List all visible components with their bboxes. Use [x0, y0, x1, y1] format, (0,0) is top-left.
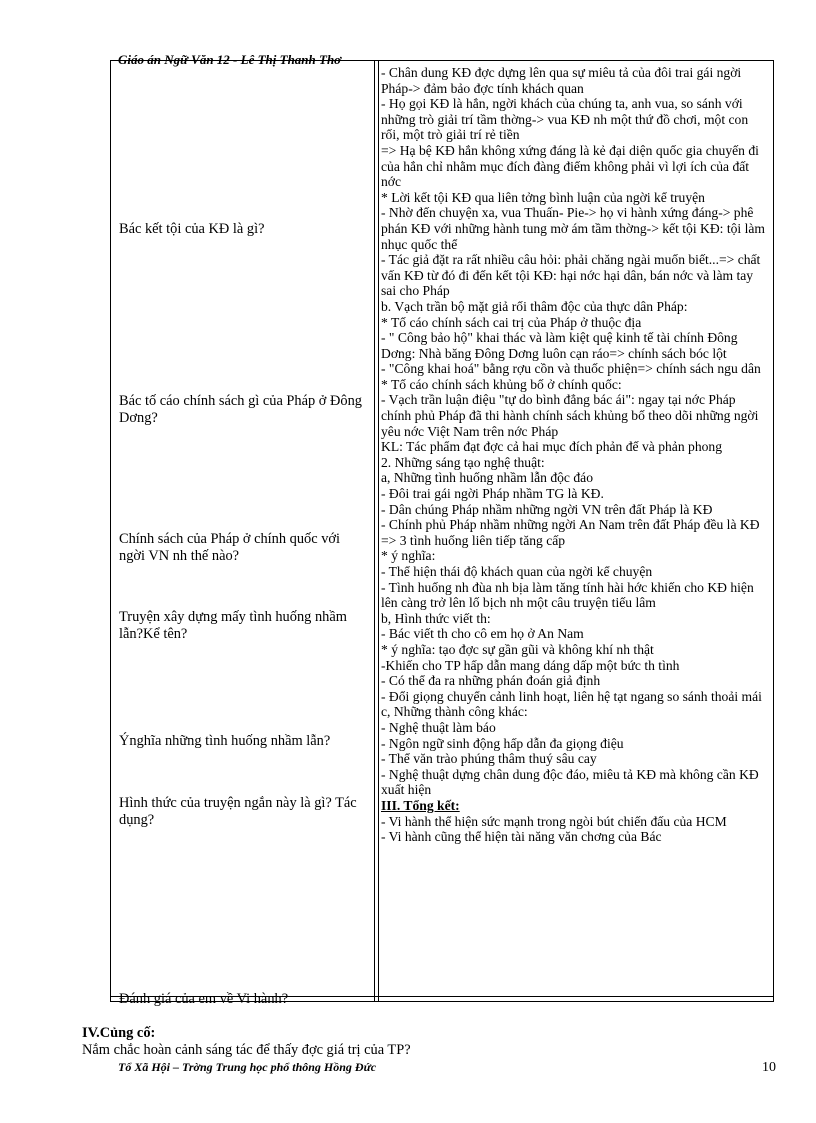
content-line: * ý nghĩa:	[381, 548, 436, 564]
content-line: - Tình huống nh đùa nh bịa làm tăng tính hài hớc khiến cho KĐ hiện lên càng trở lên lố bịch nh một câu truyện tiếu lâm	[381, 579, 758, 611]
content-line: - Nhờ đến chuyện xa, vua Thuấn- Pie-> họ vi hành xứng đáng-> phê phán KĐ với những hành tung mờ ám tầm thờng-> kết tội KĐ: tội làm nhục quốc thể	[381, 205, 769, 252]
content-line: - Chính phủ Pháp nhầm những ngời An Nam trên đất Pháp đều là KĐ	[381, 517, 760, 533]
content-line: * Tố cáo chính sách khủng bố ở chính quốc:	[381, 376, 622, 392]
content-line: - Chân dung KĐ đợc dựng lên qua sự miêu tả của đôi trai gái ngời Pháp-> đảm bảo đợc tính khách quan	[381, 65, 745, 96]
content-line: - " Công bảo hộ" khai thác và làm kiệt quệ kinh tế tài chính Đông Dơng: Nhà băng Đông Dơng luôn cạn ráo=> chính sách bóc lột	[381, 330, 741, 361]
content-line: a, Những tình huống nhầm lẫn độc đáo	[381, 470, 593, 486]
column-divider	[374, 61, 375, 1001]
content-line: - Thể hiện thái độ khách quan của ngời kể chuyện	[381, 564, 653, 579]
content-line: * ý nghĩa: tạo đợc sự gần gũi và không khí nh thật	[381, 641, 654, 657]
question: Ýnghĩa những tình huống nhầm lẫn?	[119, 733, 331, 749]
content-line: KL: Tác phẩm đạt đợc cả hai mục đích phản đế và phản phong	[381, 439, 723, 455]
content-line: * Tố cáo chính sách cai trị của Pháp ở thuộc địa	[381, 314, 642, 330]
content-line: - Nghệ thuật làm báo	[381, 719, 496, 735]
question: Hình thức của truyện ngắn này là gì? Tác dụng?	[119, 795, 357, 828]
content-line: => 3 tình huống liên tiếp tăng cấp	[381, 532, 566, 548]
content-line: - Bác viết th cho cô em họ ở An Nam	[381, 626, 584, 642]
content-line: - Ngôn ngữ sinh động hấp dẫn đa giọng điệu	[381, 735, 624, 751]
content-line: - Vạch trần luận điệu "tự do bình đẳng bác ái": ngay tại nớc Pháp chính phủ Pháp đã thi hành chính sách khủng bố theo dõi những ngời yêu nớc Việt Nam trên nớc Pháp	[381, 392, 762, 439]
question: Chính sách của Pháp ở chính quốc với ngời VN nh thế nào?	[119, 531, 341, 564]
content-line: - "Công khai hoá" bằng rợu cồn và thuốc phiện=> chính sách ngu dân	[381, 361, 761, 377]
section-title: IV.Củng cố:	[82, 1025, 156, 1041]
column-divider-inner	[378, 61, 379, 1001]
consolidation-section	[82, 1025, 411, 1059]
content-line: c, Những thành công khác:	[381, 704, 528, 720]
content-line: -Khiến cho TP hấp dẫn mang dáng dấp một bức th tình	[381, 657, 680, 673]
page-footer: Tổ Xã Hội – Trờng Trung học phổ thông Hồng Đức	[118, 1060, 377, 1074]
question: Đánh giá của em về Vi hành?	[119, 991, 289, 1007]
content-line: - Vi hành thể hiện sức mạnh trong ngòi bút chiến đấu của HCM	[381, 813, 727, 829]
lesson-content	[381, 65, 769, 845]
content-line: - Có thể đa ra những phán đoán giả định	[381, 673, 601, 689]
section-text: Nắm chắc hoàn cảnh sáng tác để thấy đợc giá trị của TP?	[82, 1042, 411, 1058]
content-line: 2. Những sáng tạo nghệ thuật:	[381, 454, 545, 470]
question: Bác kết tội của KĐ là gì?	[119, 221, 265, 237]
content-line: * Lời kết tội KĐ qua liên tởng bình luận của ngời kể truyện	[381, 189, 705, 205]
question: Bác tố cáo chính sách gì của Pháp ở Đông Dơng?	[119, 393, 362, 426]
content-line: - Đổi giọng chuyển cảnh linh hoạt, liên hệ tạt ngang so sánh thoải mái	[381, 688, 762, 704]
content-line: - Đôi trai gái ngời Pháp nhầm TG là KĐ.	[381, 486, 604, 502]
content-line: - Họ gọi KĐ là hắn, ngời khách của chúng ta, anh vua, so sánh với những trò giải trí tầm thờng-> vua KĐ nh một thứ đồ chơi, một con rối, một trò giải trí rẻ tiền	[381, 96, 752, 143]
lesson-table	[110, 60, 774, 1007]
page-number: 10	[762, 1060, 776, 1075]
question: Truyện xây dựng mấy tình huống nhầm lẫn?Kể tên?	[119, 609, 347, 642]
content-line: - Tác giả đặt ra rất nhiều câu hỏi: phải chăng ngài muốn biết...=> chất vấn KĐ từ đó đi đến kết tội KĐ: hại nớc hại dân, bán nớc và làm tay sai cho Pháp	[381, 252, 764, 299]
content-line: - Thể văn trào phúng thâm thuý sâu cay	[381, 751, 597, 767]
content-line: b. Vạch trần bộ mặt giả rối thâm độc của thực dân Pháp:	[381, 298, 688, 314]
content-line: => Hạ bệ KĐ hắn không xứng đáng là kẻ đại diện quốc gia chuyến đi của hắn chỉ nhằm mục đích đàng điếm không phải vì lợi ích của đất nớc	[381, 142, 763, 190]
section-heading: III. Tổng kết:	[381, 797, 460, 813]
content-line: - Dân chúng Pháp nhầm những ngời VN trên đất Pháp là KĐ	[381, 501, 713, 517]
content-line: b, Hình thức viết th:	[381, 610, 491, 626]
content-line: - Nghệ thuật dựng chân dung độc đáo, miêu tả KĐ mà không cần KĐ xuất hiện	[381, 766, 763, 798]
content-line: - Vi hành cũng thể hiện tài năng văn chơng của Bác	[381, 829, 662, 845]
page-header: Giáo án Ngữ Văn 12 - Lê Thị Thanh Thơ	[118, 52, 342, 67]
